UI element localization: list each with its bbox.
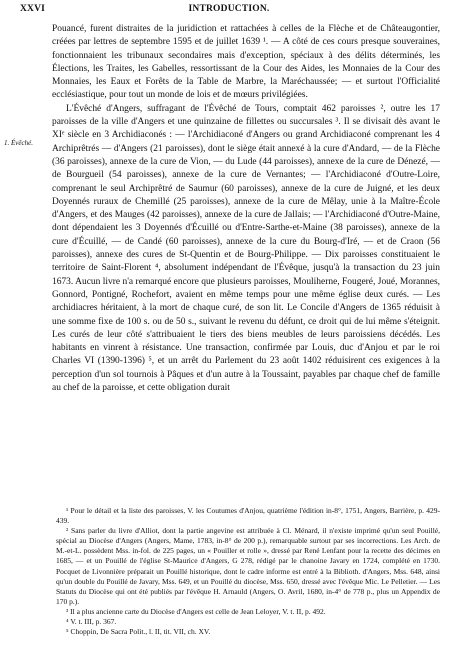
paragraph-continuation: Pouancé, furent distraites de la juridiction et rattachées à celles de la Flèche et de Châteaugontier, créées par lettres de septembre 1595 et de juillet 1639 ¹. — A côté de ces cours presque souveraines, fonctionnaient les tribunaux secondaires mais d'exception, spéciaux à des délits déterminés, les Élections, les Traites, les Gabelles, ressortissant de la Cour des Aides, les Monnaies de la Cour des Monnaies, les Eaux et Forêts de la Table de Marbre, la Maréchaussée; — et surtout l'Officialité ecclésiastique, pour tout un monde de lois et de mœurs privilégiées. <box>52 24 440 101</box>
footnote-2: ² Sans parler du livre d'Alliot, dont la partie angevine est attribuée à Cl. Ménard, il n'existe imprimé qu'un seul Pouillé, spécial au Diocèse d'Angers (Angers, Mame, 1783, in-8° de 200 p.), remarquable surtout par ses incorrections. Les Arch. de M.-et-L. possèdent Mss. in-fol. de 225 pages, un « Pouiller et rolle », dressé par René Lenfant pour la recette des décimes en 1685, — et un Pouillé de l'église St-Maurice d'Angers, G 278, rédigé par le chanoine Javary en 1724, complété en 1730. Pocquet de Livonnière préparait un Pouillé historique, dont le cadre informe est entré à la Biblioth. d'Angers, Mss. 648, ainsi qu'un double du Pouillé de Javary, Mss. 649, et un Pouillé du diocèse, Mss. 650, dressé avec l'évêque Mic. Le Pelletier. — Les Statuts du Diocèse qui ont été publiés par l'évêque H. Arnauld (Angers, O. Avril, 1680, in-4° de 778 p., plus un Appendix de 170 p.). <box>56 526 440 606</box>
footnote-1: ¹ Pour le détail et la liste des paroisses, V. les Coutumes d'Anjou, quatrième l'édition in-8°, 1751, Angers, Barrière, p. 429-439. <box>56 506 440 526</box>
page-number: XXVI <box>20 4 46 14</box>
footnote-4: ⁴ V. t. III, p. 367. <box>66 617 117 627</box>
running-title: INTRODUCTION. <box>188 4 270 14</box>
footnote-3: ³ Il a plus ancienne carte du Diocèse d'Angers est celle de Jean Leloyer, V. t. II, p. 492. <box>66 606 326 616</box>
footnote-5: ⁵ Choppin, De Sacra Polit., l. II, tit. VII, ch. XV. <box>66 627 211 637</box>
running-header <box>20 4 438 18</box>
footnotes <box>56 506 440 637</box>
main-text <box>52 23 440 395</box>
margin-note: 1. Évêché. <box>4 139 33 147</box>
paragraph-eveche: L'Évêché d'Angers, suffragant de l'Évêché de Tours, comptait 462 paroisses ², outre les 17 paroisses de la ville d'Angers et une quinzaine de fillettes ou succursales ³. Il se divisait dès avant le XIᵉ siècle en 3 Archidiaconés : — l'Archidiaconé d'Angers ou grand Archidiaconé comprenant les 4 Archiprêtrés — d'Angers (21 paroisses), dont le siège était annexé à la cure d'Andard, — de la Flèche (36 paroisses), annexe de la cure de Vion, — du Lude (44 paroisses), annexe de la cure de Dénezé, — de Bourgueil (54 paroisses), annexe de la cure de Vernantes; — l'Archidiaconé d'Outre-Loire, comprenant le seul Archiprêtré de Saumur (60 paroisses), annexe de la cure de Juigné, et les deux Doyennés ruraux de Chemillé (25 paroisses), annexe de la cure de Mêlay, unie à la Maître-École d'Angers, et des Mauges (42 paroisses), annexe de la cure de Jallais; — l'Archidiaconé d'Outre-Maine, dont dépendaient les 3 Doyennés d'Écuillé ou d'Entre-Sarthe-et-Maine (38 paroisses), annexe de la cure d'Écuillé, — de Candé (60 paroisses), annexe de la cure du Bourg-d'Iré, — et de Craon (56 paroisses), annexe des cures de St-Quentin et de Bourg-Philippe. — Dix paroisses constituaient le territoire de Saint-Florent ⁴, absolument indépendant de l'Évêque, jusqu'à la transaction du 23 juin 1673. Aucun livre n'a remarqué encore que plusieurs paroisses, Mouliherne, Fougeré, Joué, Morannes, Gonnord, Pontigné, Rochefort, avaient en même temps pour une même église deux curés. — Les archidiacres héritaient, à la mort de chaque curé, de son lit. Le Concile d'Angers de 1365 réduisit à une somme fixe de 100 s. ou de 50 s., suivant le revenu du défunt, ce droit qui de lui même s'éteignit. Les curés de leur côté s'attribuaient le tiers des biens meubles de leurs paroissiens décédés. Les habitants en vinrent à résistance. Une transaction, confirmée par Louis, duc d'Anjou et par le roi Charles VI (1390-1396) ⁵, et un arrêt du Parlement du 23 août 1402 réduisirent ces exigences à la perception d'un sol tournois à Pâques et d'un autre à la Toussaint, payables par chaque chef de famille au chef de la paroisse, et cette obligation durait <box>52 103 440 394</box>
